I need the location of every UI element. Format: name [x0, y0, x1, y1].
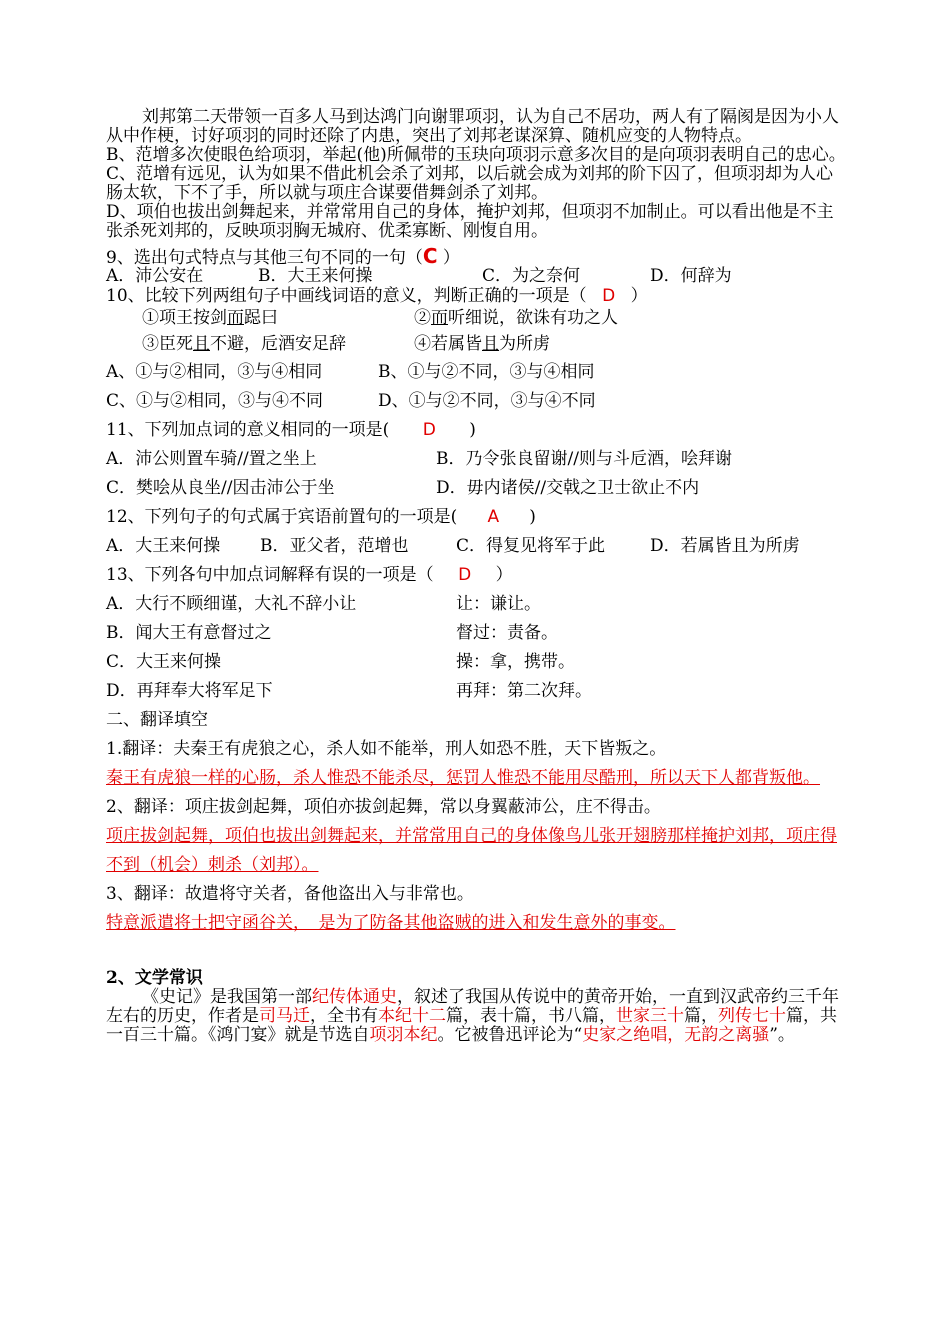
q11-option-b: B．乃令张良留谢//则与斗卮酒，哙拜谢 [436, 449, 732, 469]
option-b-text: B、范增多次使眼色给项羽，举起(他)所佩带的玉玦向项羽示意多次目的是向项羽表明自己的忠心。 [106, 145, 846, 165]
q10-sentences-1 [106, 306, 848, 330]
q13-gloss-d: 再拜：第二次拜。 [456, 681, 592, 701]
question-13 [106, 561, 848, 706]
q11-option-d: D．毋内诸侯//交戟之卫士欲止不内 [436, 478, 700, 498]
question-10 [106, 286, 848, 416]
q11-stem: 11、下列加点词的意义相同的一项是( D ) [106, 416, 848, 445]
q10-sentence-1: ①项王按剑而跽曰 [142, 308, 278, 328]
option-c-text: C、范增有远见，认为如果不借此机会杀了刘邦，以后就会成为刘邦的阶下囚了，但项羽却为人心肠太软，下不了手，所以就与项庄合谋要借舞剑杀了刘邦。 [106, 164, 834, 203]
literature-heading: 2、文学常识 [106, 968, 203, 988]
translation-3-answer: 特意派遣将士把守函谷关， 是为了防备其他盗贼的进入和发生意外的事变。 [106, 913, 676, 933]
q13-row-a [106, 590, 848, 619]
q10-options-2 [106, 387, 848, 416]
q13-option-d: D．再拜奉大将军足下 [106, 681, 273, 701]
q9-stem: 9、选出句式特点与其他三句不同的一句（C ） [106, 244, 460, 268]
translation-3-question: 3、翻译：故遣将守关者，备他盗出入与非常也。 [106, 884, 474, 904]
q12-answer: A [487, 507, 500, 527]
q13-answer: D [458, 565, 472, 585]
translation-2 [106, 793, 848, 880]
q13-option-b: B．闻大王有意督过之 [106, 623, 272, 643]
q13-row-b [106, 619, 848, 648]
q10-sentence-3: ③臣死且不避，卮酒安足辞 [142, 334, 346, 354]
q12-options [106, 532, 848, 561]
q13-option-a: A．大行不顾细谨，大礼不辞小让 [106, 594, 357, 614]
literature-paragraph: 《史记》是我国第一部纪传体通史，叙述了我国从传说中的黄帝开始，一直到汉武帝约三千年左右的历史，作者是司马迁，全书有本纪十二篇，表十篇，书八篇，世家三十篇，列传七十篇，共一百三十篇。《鸿门宴》就是节选自项羽本纪。它被鲁迅评论为“史家之绝唱，无韵之离骚”。 [106, 987, 839, 1045]
q12-stem: 12、下列句子的句式属于宾语前置句的一项是( A ) [106, 503, 848, 532]
q9-answer: C [422, 244, 438, 268]
q10-options-1 [106, 358, 848, 387]
q9-option-b: B．大王来何操 [258, 266, 373, 286]
section-translation-heading: 二、翻译填空 [106, 710, 208, 730]
q12-option-b: B．亚父者，范增也 [260, 536, 409, 556]
q13-gloss-c: 操：拿，携带。 [456, 652, 575, 672]
q11-options-2 [106, 474, 848, 503]
q10-option-c: C、①与②相同，③与④不同 [106, 391, 324, 411]
q12-option-a: A．大王来何操 [106, 536, 221, 556]
translation-3 [106, 880, 848, 938]
q11-option-c: C．樊哙从良坐//因击沛公于坐 [106, 478, 335, 498]
document-page [106, 108, 848, 1045]
q10-option-b: B、①与②不同，③与④相同 [378, 362, 595, 382]
q10-option-d: D、①与②不同，③与④不同 [378, 391, 596, 411]
q13-gloss-b: 督过：责备。 [456, 623, 558, 643]
q10-sentence-2: ②而听细说，欲诛有功之人 [414, 308, 618, 328]
q10-sentences-2 [106, 330, 848, 358]
q13-option-c: C．大王来何操 [106, 652, 222, 672]
translation-2-question: 2、翻译：项庄拔剑起舞，项伯亦拔剑起舞，常以身翼蔽沛公，庄不得击。 [106, 797, 661, 817]
q9-option-a: A．沛公安在 [106, 266, 204, 286]
q11-answer: D [422, 420, 436, 440]
q11-options-1 [106, 445, 848, 474]
question-9 [106, 246, 848, 286]
q13-row-d [106, 677, 848, 706]
translation-2-answer: 项庄拔剑起舞，项伯也拔出剑舞起来，并常常用自己的身体像鸟儿张开翅膀那样掩护刘邦，项庄得不到（机会）刺杀（刘邦）。 [106, 826, 837, 875]
q10-answer: D [602, 286, 616, 306]
translation-1 [106, 735, 848, 793]
q13-stem: 13、下列各句中加点词解释有误的一项是（ D ） [106, 561, 848, 590]
q13-row-c [106, 648, 848, 677]
q11-option-a: A．沛公则置车骑//置之坐上 [106, 449, 317, 469]
q12-option-c: C．得复见将军于此 [456, 536, 606, 556]
q13-gloss-a: 让：谦让。 [456, 594, 541, 614]
q10-stem: 10、比较下列两组句子中画线词语的意义，判断正确的一项是（ D ） [106, 286, 648, 306]
option-a-text: 刘邦第二天带领一百多人马到达鸿门向谢罪项羽，认为自己不居功，两人有了隔阂是因为小人从中作梗，讨好项羽的同时还除了内患，突出了刘邦老谋深算、随机应变的人物特点。 [106, 107, 839, 146]
option-d-text: D、项伯也拔出剑舞起来，并常常用自己的身体，掩护刘邦，但项羽不加制止。可以看出他是不主张杀死刘邦的，反映项羽胸无城府、优柔寡断、刚愎自用。 [106, 202, 834, 241]
q9-options [106, 266, 848, 286]
q10-sentence-4: ④若属皆且为所虏 [414, 334, 550, 354]
translation-1-question: 1.翻译：夫秦王有虎狼之心，杀人如不能举，刑人如恐不胜，天下皆叛之。 [106, 739, 667, 759]
q9-option-d: D．何辞为 [650, 266, 732, 286]
translation-1-answer: 秦王有虎狼一样的心肠，杀人惟恐不能杀尽，惩罚人惟恐不能用尽酷刑，所以天下人都背叛他。 [106, 768, 820, 788]
question-12 [106, 503, 848, 561]
question-11 [106, 416, 848, 503]
q12-option-d: D．若属皆且为所虏 [650, 536, 800, 556]
q9-option-c: C．为之奈何 [482, 266, 581, 286]
q10-option-a: A、①与②相同，③与④相同 [106, 362, 323, 382]
